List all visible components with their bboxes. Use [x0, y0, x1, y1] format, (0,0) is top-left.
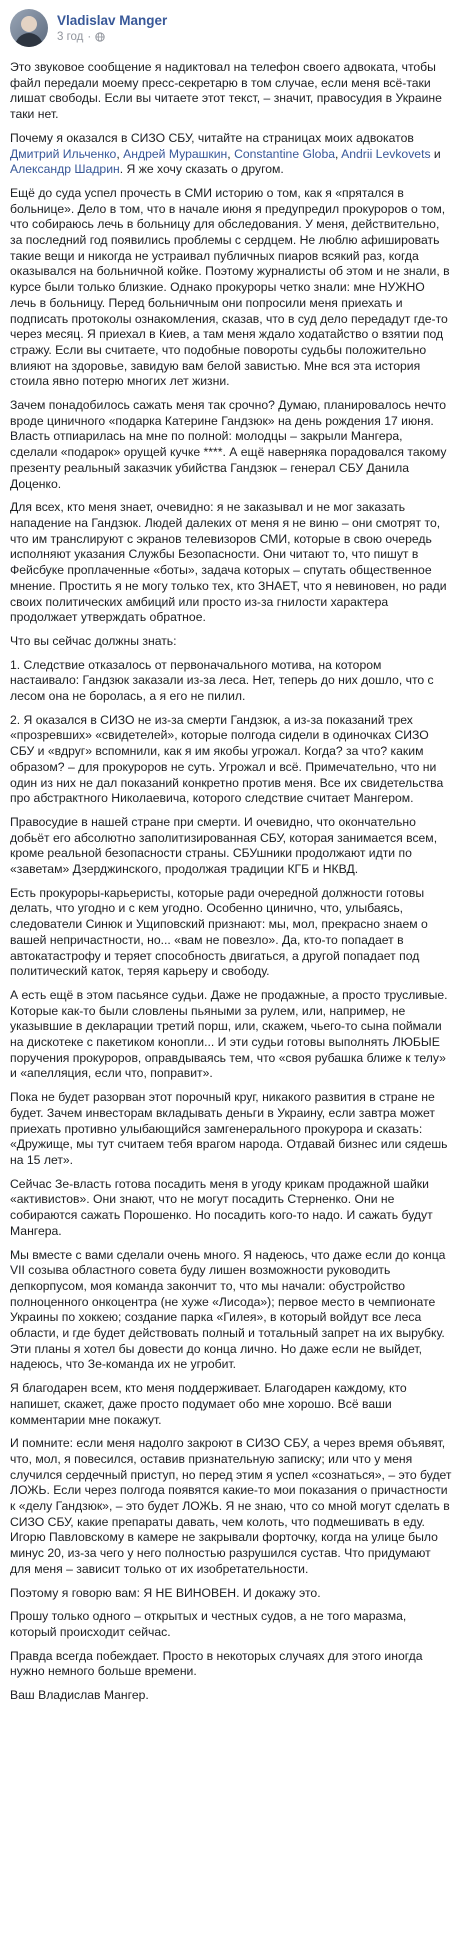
- post-paragraph: [10, 1688, 453, 1704]
- meta-separator: ·: [87, 30, 92, 43]
- post-paragraph: [10, 1649, 453, 1680]
- paragraph-text: . Я же хочу сказать о другом.: [119, 162, 284, 177]
- mention-link[interactable]: Andrii Levkovets: [341, 146, 431, 161]
- paragraph-text: Ваш Владислав Мангер.: [10, 1688, 149, 1703]
- post-body: [10, 60, 453, 1704]
- post-paragraph: [10, 988, 453, 1082]
- post-paragraph: [10, 1586, 453, 1602]
- avatar[interactable]: [10, 9, 48, 47]
- paragraph-text: А есть ещё в этом пасьянсе судьи. Даже не продажные, а просто трусливые. Которые как-то были словлены пьяными за рулем, или, например, не указывшие в декларации третий порш, или, скажем, чьего-то сына поймали на дискотеке с пакетиком конопли... И эти судьи готовы выполнять ЛЮБЫЕ поручения прокуроров, оправдываясь тем, что «своя рубашка ближе к телу» и «апелляция, если что, поправит».: [10, 987, 448, 1081]
- paragraph-text: Почему я оказался в СИЗО СБУ, читайте на страницах моих адвокатов: [10, 130, 414, 145]
- paragraph-text: Это звуковое сообщение я надиктовал на телефон своего адвоката, чтобы файл передали моему пресс-секретарю в том случае, если меня всё-таки лишат свободы. Если вы читаете этот текст, – значит, правосудия в Украине таки нет.: [10, 60, 442, 122]
- mention-link[interactable]: Constantine Globa: [234, 146, 336, 161]
- paragraph-text: Зачем понадобилось сажать меня так срочно? Думаю, планировалось нечто вроде циничного «подарка Катерине Гандзюк» на день рождения 17 июня. Власть отпиарилась на мне по полной: молодцы – закрыли Мангера, сделали «подарок» орущей кучке ****. А ещё наверняка порадовался такому презенту реальный заказчик убийства Гандзюк – генерал СБУ Данила Доценко.: [10, 398, 447, 491]
- post-paragraph: [10, 1381, 453, 1428]
- post-paragraph: [10, 658, 453, 705]
- paragraph-text: Для всех, кто меня знает, очевидно: я не заказывал и не мог заказать нападение на Гандзюк. Людей далеких от меня я не виню – они смотрят то, что им транслируют с экранов телевизоров СМИ, которые в свою очередь исполняют указания Службы Безопасности. Они читают то, что пишут в Фейсбуке проплаченные «боты», задача которых – спутать общественное мнение. Простить я не могу только тех, кто ЗНАЕТ, что я невиновен, но ради своих политических амбиций или просто из-за гнилости характера продолжает утверждать обратное.: [10, 500, 447, 625]
- paragraph-text: Правда всегда побеждает. Просто в некоторых случаях для этого иногда нужно немного больше времени.: [10, 1648, 423, 1679]
- paragraph-text: ,: [227, 146, 235, 161]
- paragraph-text: И помните: если меня надолго закроют в СИЗО СБУ, а через время объявят, что, мол, я повесился, оставив признательную записку; или что у меня случился сердечный приступ, но перед этим я успел «сознаться», – это будет ЛОЖЬ. Если через полгода появятся какие-то мои показания о причастности к «делу Гандзюк», – это будет ЛОЖЬ. Я не знаю, что со мной могут сделать в СИЗО СБУ, какие препараты давать, чем колоть, что подмешивать в еду. Игорю Павловскому в камере не закрывали форточку, когда на улице было минус 20, из-за чего у него полностью разрушился сустав. Что придумают для меня – зависит только от их изобретательности.: [10, 1436, 452, 1576]
- post-paragraph: [10, 186, 453, 390]
- globe-icon[interactable]: [95, 32, 105, 42]
- mention-link[interactable]: Андрей Мурашкин: [123, 146, 228, 161]
- post-paragraph: [10, 500, 453, 626]
- author-block: [57, 12, 167, 45]
- post-paragraph: [10, 1436, 453, 1577]
- paragraph-text: Я благодарен всем, кто меня поддерживает. Благодарен каждому, кто напишет, скажет, даже просто подумает обо мне хорошо. Всё ваши комментарии мне покажут.: [10, 1381, 407, 1427]
- post-paragraph: [10, 1090, 453, 1169]
- post-timestamp[interactable]: 3 год: [57, 30, 84, 43]
- paragraph-text: 2. Я оказался в СИЗО не из-за смерти Гандзюк, а из-за показаний трех «прозревших» «свидетелей», которые полгода сидели в одиночках СИЗО СБУ и «вдруг» вспомнили, как я им якобы угрожал. Когда? за что? каким образом? – для прокуроров не суть. Угрожал и всё. Примечательно, что ни один из них не дал показаний конкретно против меня. Все их свидетельства про абстрактного Николаевича, которого следствие считает Мангером.: [10, 712, 444, 806]
- paragraph-text: 1. Следствие отказалось от первоначального мотива, на котором настаивало: Гандзюк заказали из-за леса. Нет, теперь до них дошло, что с лесом она не боролась, а я его не пилил.: [10, 657, 434, 704]
- author-name[interactable]: Vladislav Manger: [57, 12, 168, 28]
- paragraph-text: ,: [116, 146, 124, 161]
- paragraph-text: Что вы сейчас должны знать:: [10, 633, 177, 648]
- post-header: [10, 8, 453, 48]
- post-paragraph: [10, 131, 453, 178]
- paragraph-text: Поэтому я говорю вам: Я НЕ ВИНОВЕН. И докажу это.: [10, 1585, 321, 1600]
- mention-link[interactable]: Александр Шадрин: [10, 162, 120, 177]
- paragraph-text: Пока не будет разорван этот порочный круг, никакого развития в стране не будет. Зачем инвесторам вкладывать деньги в Украину, если завтра может приехать противно улыбающийся замгенерального прокурора и сказать: «Дружище, мы тут считаем тебя врагом народа. Отдавай бизнес или сядешь на 15 лет».: [10, 1090, 448, 1167]
- post-paragraph: [10, 1609, 453, 1640]
- post-paragraph: [10, 1248, 453, 1374]
- post-paragraph: [10, 1177, 453, 1240]
- post-paragraph: [10, 60, 453, 123]
- mention-link[interactable]: Дмитрий Ильченко: [10, 146, 117, 161]
- paragraph-text: Сейчас Зе-власть готова посадить меня в угоду крикам продажной шайки «активистов». Они знают, что не могут посадить Стерненко. Они не собираются сажать Порошенко. Но посадить кого-то надо. И сажать будут Мангера.: [10, 1176, 433, 1238]
- paragraph-text: Мы вместе с вами сделали очень много. Я надеюсь, что даже если до конца VII созыва областного совета буду лишен возможности руководить депкорпусом, моя команда закончит то, что мы начали: обустройство полноценного онкоцентра (не хуже «Лисода»); первое место в чемпионате Украины по хоккею; создание парка «Гилея», в который войдут все леса области, и где будет действовать полный и тотальный запрет на их вырубку. Эти планы я хотел бы довести до конца лично. Но даже если не выйдет, надеюсь, что Зе-команда их не угробит.: [10, 1247, 446, 1372]
- paragraph-text: Правосудие в нашей стране при смерти. И очевидно, что окончательно добьёт его абсолютно заполитизированная СБУ, которая занимается всем, кроме реальной безопасности страны. СБУшники продолжают идти по «заветам» Дзерджинского, продолжая традиции КГБ и НКВД.: [10, 814, 438, 877]
- paragraph-text: ,: [335, 146, 342, 161]
- post-paragraph: [10, 815, 453, 878]
- post-paragraph: [10, 398, 453, 492]
- post-paragraph: [10, 713, 453, 807]
- paragraph-text: Прошу только одного – открытых и честных судов, а не того маразма, который происходит сейчас.: [10, 1609, 407, 1639]
- post-meta: [57, 29, 167, 45]
- post-paragraph: [10, 886, 453, 980]
- post-paragraph: [10, 634, 453, 650]
- paragraph-text: Ещё до суда успел прочесть в СМИ историю о том, как я «прятался в больнице». Дело в том, что в начале июня я предупредил прокуроров о том, что собираюсь лечь в больницу для обследования. У меня, действительно, за последний год появились проблемы с сердцем. Не люблю афишировать такие вещи и никогда не устраивал публичных пиаров всякий раз, когда оказывался на больничной койке. Поэтому журналисты об этом и не знали, в курсе были только близкие. Однако прокуроры четко знали: мне НУЖНО лечь в больницу. Перед больничным они попросили меня приехать и подписать протоколы ознакомления, сказав, что в суд дело передадут где-то через месяц. Я приехал в Киев, а там меня ждало ходатайство о взятии под стражу. Если вы считаете, что подобные повороты судьбы положительно влияют на здоровье, завидую вам белой завистью. Мне вся эта история стоила явно потерю многих лет жизни.: [10, 185, 450, 389]
- paragraph-text: Есть прокуроры-карьеристы, которые ради очередной должности готовы делать, что угодно и с кем угодно. Особенно цинично, что, улыбаясь, следователи Синюк и Ущиповский признают: мы, мол, прекрасно знаем о вашей непричастности, но... «вам не повезло». Да, кто-то попадает в автокатастрофу и теряет способность двигаться, а другой попадает под политический каток, теряя карьеру и свободу.: [10, 885, 428, 979]
- paragraph-text: и: [430, 146, 441, 161]
